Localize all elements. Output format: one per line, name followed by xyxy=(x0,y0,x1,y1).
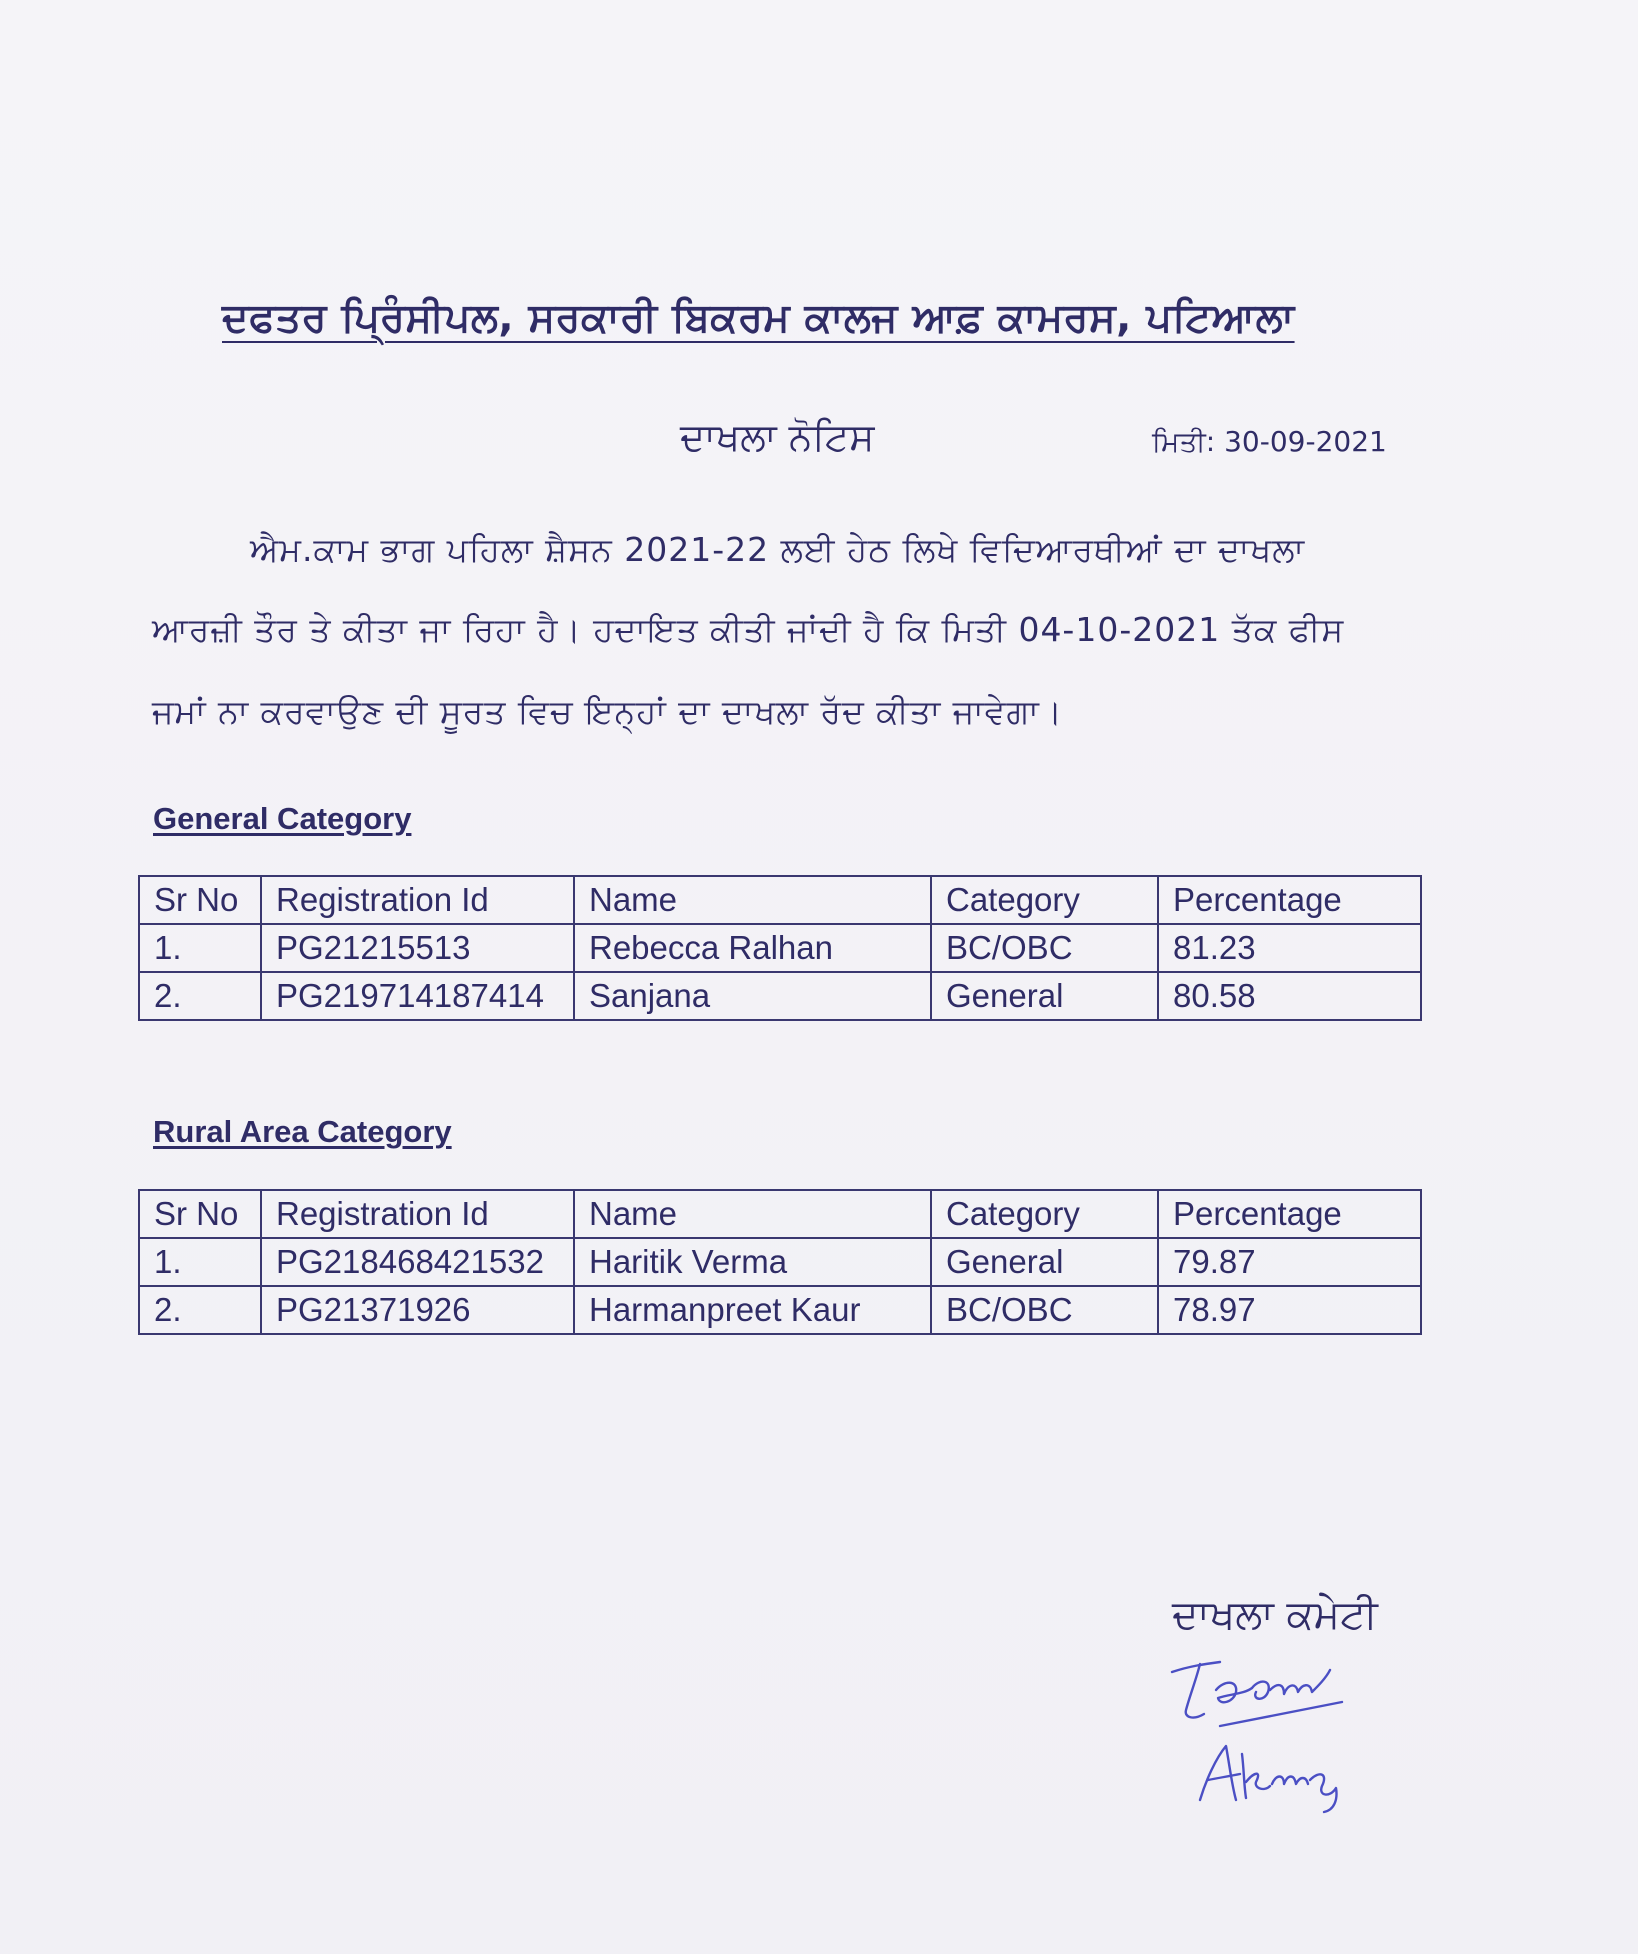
cell-name: Haritik Verma xyxy=(574,1238,931,1286)
rural-area-category-title: Rural Area Category xyxy=(153,1114,452,1149)
table-header-row xyxy=(139,876,1421,924)
office-title: ਦਫਤਰ ਪ੍ਰਿੰਸੀਪਲ, ਸਰਕਾਰੀ ਬਿਕਰਮ ਕਾਲਜ ਆਫ਼ ਕਾਮਰਸ, ਪਟਿਆਲਾ xyxy=(222,295,1295,341)
col-header-percentage: Percentage xyxy=(1158,1190,1421,1238)
notice-body-line-3: ਜਮਾਂ ਨਾ ਕਰਵਾਉਣ ਦੀ ਸੂਰਤ ਵਿਚ ਇਨ੍ਹਾਂ ਦਾ ਦਾਖਲਾ ਰੱਦ ਕੀਤਾ ਜਾਵੇਗਾ। xyxy=(152,692,1064,731)
table-row xyxy=(139,1286,1421,1334)
col-header-category: Category xyxy=(931,1190,1158,1238)
notice-date: ਮਿਤੀ: 30-09-2021 xyxy=(1152,425,1387,458)
table-row xyxy=(139,924,1421,972)
cell-percentage: 78.97 xyxy=(1158,1286,1421,1334)
notice-title: ਦਾਖਲਾ ਨੋਟਿਸ xyxy=(680,415,875,459)
general-category-table xyxy=(138,875,1422,1021)
cell-sr-no: 1. xyxy=(139,924,261,972)
notice-body-line-1: ਐਮ.ਕਾਮ ਭਾਗ ਪਹਿਲਾ ਸ਼ੈਸਨ 2021-22 ਲਈ ਹੇਠ ਲਿਖੇ ਵਿਦਿਆਰਥੀਆਂ ਦਾ ਦਾਖਲਾ xyxy=(250,530,1306,569)
cell-registration-id: PG21215513 xyxy=(261,924,574,972)
col-header-percentage: Percentage xyxy=(1158,876,1421,924)
table-header-row xyxy=(139,1190,1421,1238)
col-header-name: Name xyxy=(574,876,931,924)
cell-percentage: 79.87 xyxy=(1158,1238,1421,1286)
cell-name: Sanjana xyxy=(574,972,931,1020)
cell-name: Harmanpreet Kaur xyxy=(574,1286,931,1334)
cell-category: BC/OBC xyxy=(931,1286,1158,1334)
cell-name: Rebecca Ralhan xyxy=(574,924,931,972)
col-header-sr-no: Sr No xyxy=(139,876,261,924)
cell-category: General xyxy=(931,1238,1158,1286)
cell-registration-id: PG21371926 xyxy=(261,1286,574,1334)
cell-sr-no: 1. xyxy=(139,1238,261,1286)
cell-category: BC/OBC xyxy=(931,924,1158,972)
cell-percentage: 80.58 xyxy=(1158,972,1421,1020)
cell-sr-no: 2. xyxy=(139,972,261,1020)
rural-area-category-table xyxy=(138,1189,1422,1335)
cell-percentage: 81.23 xyxy=(1158,924,1421,972)
col-header-sr-no: Sr No xyxy=(139,1190,261,1238)
cell-category: General xyxy=(931,972,1158,1020)
handwritten-signature xyxy=(1160,1650,1420,1820)
col-header-registration-id: Registration Id xyxy=(261,876,574,924)
admission-committee-label: ਦਾਖਲਾ ਕਮੇਟੀ xyxy=(1172,1592,1378,1638)
cell-sr-no: 2. xyxy=(139,1286,261,1334)
col-header-registration-id: Registration Id xyxy=(261,1190,574,1238)
notice-body-line-2: ਆਰਜ਼ੀ ਤੌਰ ਤੇ ਕੀਤਾ ਜਾ ਰਿਹਾ ਹੈ। ਹਦਾਇਤ ਕੀਤੀ ਜਾਂਦੀ ਹੈ ਕਿ ਮਿਤੀ 04-10-2021 ਤੱਕ ਫੀਸ xyxy=(152,610,1345,649)
col-header-name: Name xyxy=(574,1190,931,1238)
table-row xyxy=(139,1238,1421,1286)
cell-registration-id: PG219714187414 xyxy=(261,972,574,1020)
general-category-title: General Category xyxy=(153,801,412,836)
table-row xyxy=(139,972,1421,1020)
cell-registration-id: PG218468421532 xyxy=(261,1238,574,1286)
col-header-category: Category xyxy=(931,876,1158,924)
